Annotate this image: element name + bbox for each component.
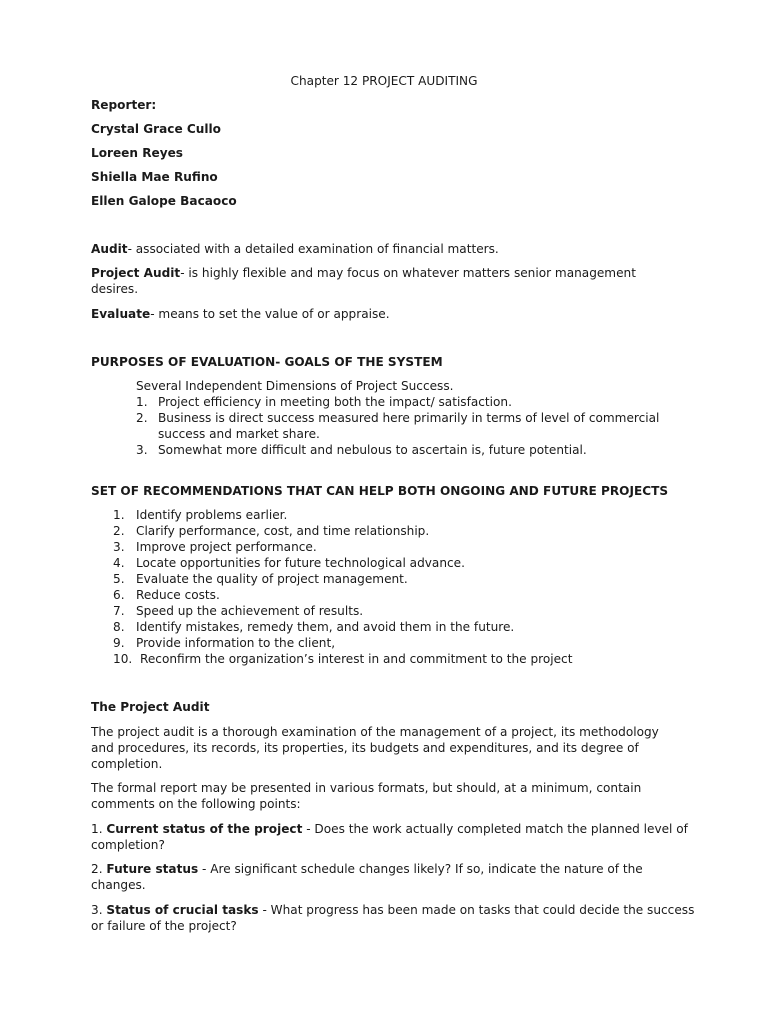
- point-number: 1.: [91, 822, 103, 836]
- paragraph-line: comments on the following points:: [91, 797, 301, 811]
- definition-text: - is highly flexible and may focus on whatever matters senior management: [180, 266, 636, 280]
- reporter-label: Reporter:: [91, 98, 157, 112]
- recommendations-heading: SET OF RECOMMENDATIONS THAT CAN HELP BOTH ONGOING AND FUTURE PROJECTS: [91, 484, 669, 498]
- definition-text: - means to set the value of or appraise.: [150, 307, 390, 321]
- definition-term: Evaluate: [91, 307, 151, 321]
- definition-term: Audit: [91, 242, 128, 256]
- list-item: Locate opportunities for future technological advance.: [136, 556, 465, 570]
- list-number: 9.: [113, 636, 125, 650]
- list-number: 3.: [136, 443, 148, 457]
- list-item: Identify mistakes, remedy them, and avoid them in the future.: [136, 620, 515, 634]
- list-number: 1.: [113, 508, 125, 522]
- list-number: 10.: [113, 652, 133, 666]
- point-text: - Does the work actually completed match the planned level of: [302, 822, 688, 836]
- reporter-name: Loreen Reyes: [91, 146, 184, 160]
- list-number: 2.: [113, 524, 125, 538]
- list-number: 3.: [113, 540, 125, 554]
- list-number: 2.: [136, 411, 148, 425]
- list-item: Improve project performance.: [136, 540, 317, 554]
- paragraph-line: The formal report may be presented in various formats, but should, at a minimum, contain: [91, 781, 642, 795]
- audit-point-future-status: [91, 861, 643, 877]
- list-number: 5.: [113, 572, 125, 586]
- list-item: Speed up the achievement of results.: [136, 604, 364, 618]
- reporter-name: Ellen Galope Bacaoco: [91, 194, 237, 208]
- purposes-heading: PURPOSES OF EVALUATION- GOALS OF THE SYSTEM: [91, 355, 443, 369]
- definition-project-audit: [91, 265, 636, 281]
- list-number: 1.: [136, 395, 148, 409]
- list-number: 4.: [113, 556, 125, 570]
- list-item: Clarify performance, cost, and time relationship.: [136, 524, 430, 538]
- definition-term: Project Audit: [91, 266, 181, 280]
- reporter-name: Crystal Grace Cullo: [91, 122, 221, 136]
- definition-evaluate: [91, 306, 390, 322]
- paragraph-line: and procedures, its records, its properties, its budgets and expenditures, and its degree of: [91, 741, 639, 755]
- definition-text-continued: desires.: [91, 282, 139, 296]
- point-text: - What progress has been made on tasks that could decide the success: [258, 903, 695, 917]
- list-number: 8.: [113, 620, 125, 634]
- list-item: Somewhat more difficult and nebulous to ascertain is, future potential.: [158, 443, 587, 457]
- audit-point-current-status: [91, 821, 688, 837]
- list-number: 6.: [113, 588, 125, 602]
- list-item: Evaluate the quality of project management.: [136, 572, 408, 586]
- list-item: Identify problems earlier.: [136, 508, 288, 522]
- definition-text: - associated with a detailed examination of financial matters.: [127, 242, 499, 256]
- list-item: Reduce costs.: [136, 588, 220, 602]
- list-number: 7.: [113, 604, 125, 618]
- project-audit-heading: The Project Audit: [91, 700, 210, 714]
- list-item-continued: success and market share.: [158, 427, 320, 441]
- point-number: 2.: [91, 862, 103, 876]
- point-number: 3.: [91, 903, 103, 917]
- list-item: Provide information to the client,: [136, 636, 336, 650]
- paragraph-line: completion.: [91, 757, 163, 771]
- definition-audit: [91, 241, 499, 257]
- list-item: Reconfirm the organization’s interest in and commitment to the project: [140, 652, 573, 666]
- point-text: - Are significant schedule changes likely? If so, indicate the nature of the: [198, 862, 643, 876]
- point-text-continued: or failure of the project?: [91, 919, 237, 933]
- list-item: Business is direct success measured here primarily in terms of level of commercial: [158, 411, 660, 425]
- list-item: Project efficiency in meeting both the impact/ satisfaction.: [158, 395, 512, 409]
- paragraph-line: The project audit is a thorough examination of the management of a project, its methodology: [91, 725, 659, 739]
- point-term: Current status of the project: [106, 822, 303, 836]
- document-title: Chapter 12 PROJECT AUDITING: [290, 74, 478, 88]
- point-term: Future status: [106, 862, 199, 876]
- point-term: Status of crucial tasks: [106, 903, 259, 917]
- point-text-continued: completion?: [91, 838, 165, 852]
- audit-point-crucial-tasks: [91, 902, 694, 918]
- purposes-intro: Several Independent Dimensions of Project Success.: [136, 379, 454, 393]
- point-text-continued: changes.: [91, 878, 146, 892]
- reporter-name: Shiella Mae Rufino: [91, 170, 218, 184]
